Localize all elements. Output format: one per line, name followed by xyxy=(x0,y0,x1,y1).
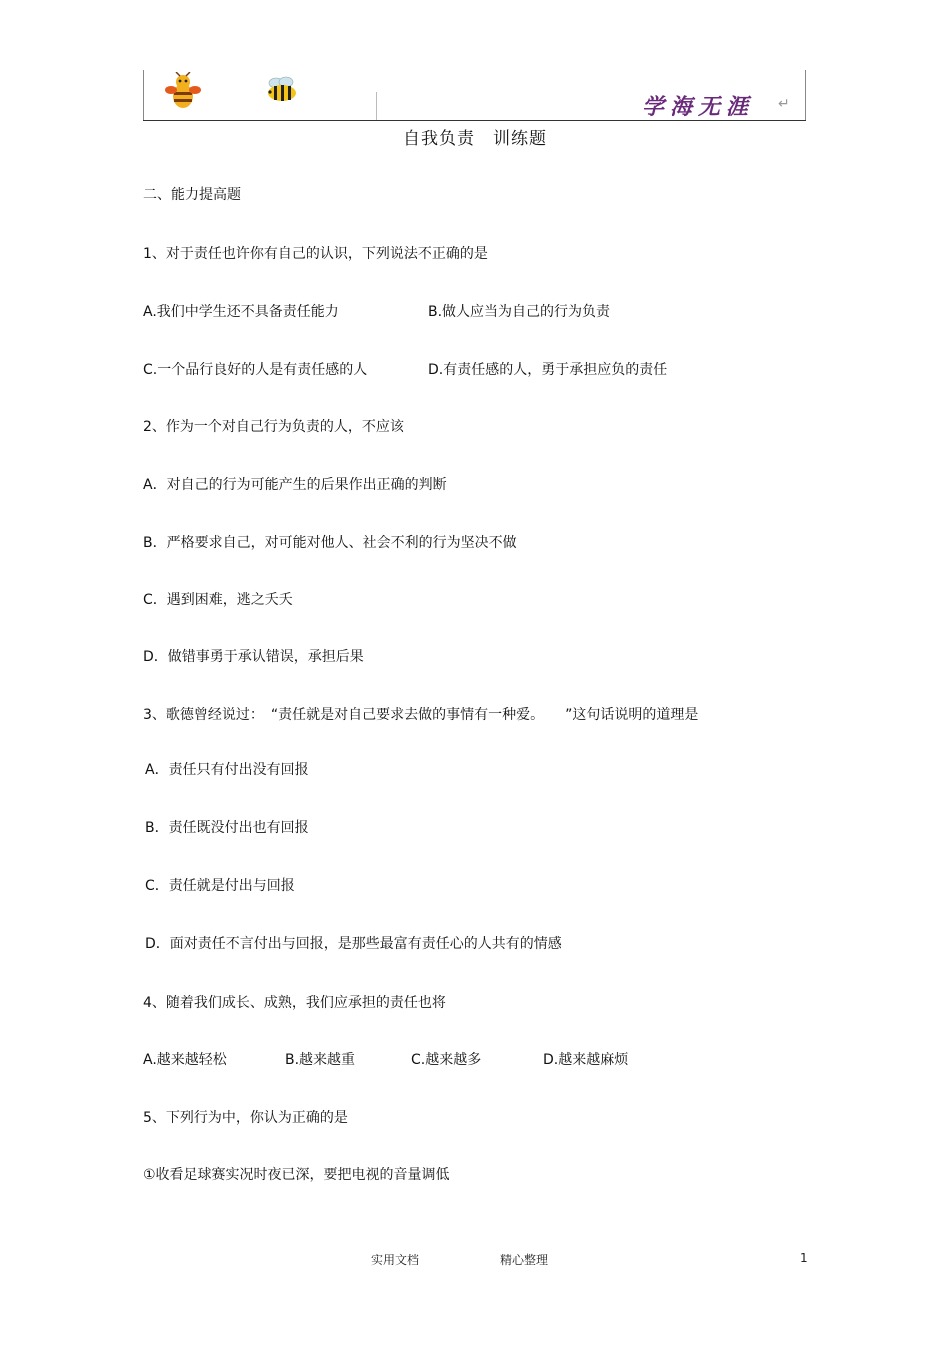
question-2-option-d: D．做错事勇于承认错误，承担后果 xyxy=(143,649,364,665)
question-4-option-a: A.越来越轻松 xyxy=(143,1052,227,1068)
header-left-border xyxy=(143,70,144,120)
question-3-option-c: C．责任就是付出与回报 xyxy=(145,878,295,894)
question-4-option-d: D.越来越麻烦 xyxy=(543,1052,629,1068)
footer-left-text: 实用文档 xyxy=(371,1253,420,1267)
question-5-item-1: ①收看足球赛实况时夜已深，要把电视的音量调低 xyxy=(143,1167,450,1183)
question-2-option-a: A．对自己的行为可能产生的后果作出正确的判断 xyxy=(143,477,447,493)
document-title: 自我负责 训练题 xyxy=(403,129,547,149)
question-2-option-b: B．严格要求自己，对可能对他人、社会不利的行为坚决不做 xyxy=(143,535,517,551)
question-3-option-a: A．责任只有付出没有回报 xyxy=(145,762,309,778)
question-3-option-d: D．面对责任不言付出与回报，是那些最富有责任心的人共有的情感 xyxy=(145,936,562,952)
striped-bee-icon xyxy=(264,76,300,104)
page-number: 1 xyxy=(800,1251,808,1265)
question-4-option-b: B.越来越重 xyxy=(285,1052,356,1068)
question-1-stem: 1、对于责任也许你有自己的认识，下列说法不正确的是 xyxy=(143,246,488,262)
question-1-option-a: A.我们中学生还不具备责任能力 xyxy=(143,304,339,320)
question-2-option-c: C．遇到困难，逃之夭夭 xyxy=(143,592,293,608)
section-heading: 二、能力提高题 xyxy=(143,187,241,203)
paragraph-return-mark: ↵ xyxy=(778,96,790,112)
question-2-stem: 2、作为一个对自己行为负责的人，不应该 xyxy=(143,419,404,435)
cartoon-bee-icon xyxy=(163,72,203,112)
header-motto: 学海无涯 xyxy=(642,94,755,120)
question-3-stem: 3、歌德曾经说过： “责任就是对自己要求去做的事情有一种爱。 ”这句话说明的道理是 xyxy=(143,707,699,723)
header-rule xyxy=(143,120,806,121)
header-right-border xyxy=(805,70,806,120)
footer-center-text: 精心整理 xyxy=(500,1253,549,1267)
question-4-stem: 4、随着我们成长、成熟，我们应承担的责任也将 xyxy=(143,995,446,1011)
question-5-stem: 5、下列行为中，你认为正确的是 xyxy=(143,1110,348,1126)
question-4-option-c: C.越来越多 xyxy=(411,1052,482,1068)
question-1-option-d: D.有责任感的人，勇于承担应负的责任 xyxy=(428,362,668,378)
question-3-option-b: B．责任既没付出也有回报 xyxy=(145,820,309,836)
header-divider xyxy=(376,92,377,120)
question-1-option-b: B.做人应当为自己的行为负责 xyxy=(428,304,611,320)
question-1-option-c: C.一个品行良好的人是有责任感的人 xyxy=(143,362,368,378)
